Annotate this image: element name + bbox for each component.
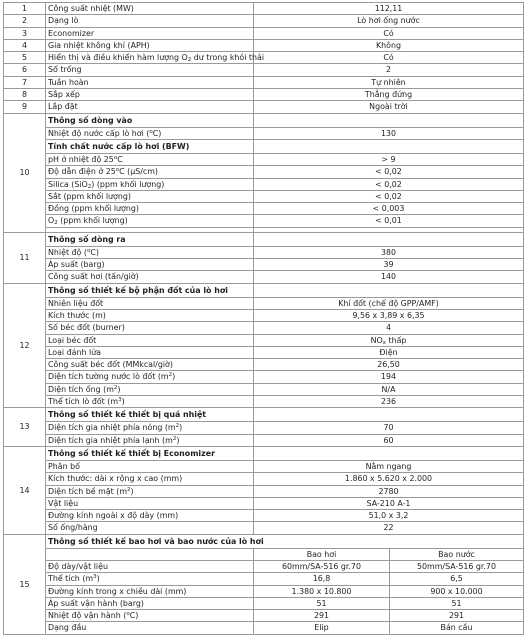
row-value: Lò hơi ống nước — [254, 15, 524, 27]
table-row — [4, 246, 524, 258]
row-number: 11 — [4, 232, 46, 283]
row-number: 6 — [4, 64, 46, 76]
row-label: Phân bố — [46, 460, 254, 472]
row-label: Diện tích ống $(m^2)$ — [46, 383, 254, 395]
row-value: Thẳng đứng — [254, 89, 524, 101]
table-row — [4, 166, 524, 178]
row-value: Có — [254, 27, 524, 39]
row-value: 6,5 — [390, 573, 524, 585]
row-label: Công suất hơi (tấn/giờ) — [46, 271, 254, 283]
row-value: 194 — [254, 371, 524, 383]
row-value: Điện — [254, 346, 524, 358]
section-header-inflow: Thông số dòng vào — [46, 113, 254, 127]
row-label: Hiển thị và điều khiển hàm lượng $O_2$ dư trong khói thải — [46, 52, 254, 64]
row-value: 60mm/SA-516 gr.70 — [254, 560, 390, 572]
row-label: Nhiệt độ nước cấp lò hơi ($^o$C) — [46, 127, 254, 139]
row-label: Diện tích tường nước lò đốt $(m^2)$ — [46, 371, 254, 383]
row-label: Công suất nhiệt (MW) — [46, 3, 254, 15]
row-label: Diện tích bề mặt $(m^2)$ — [46, 485, 254, 497]
boiler-spec-table — [3, 2, 524, 635]
row-value: SA-210 A-1 — [254, 497, 524, 509]
section-header-superheater: Thông số thiết kế thiết bị quá nhiệt — [46, 408, 254, 422]
table-row — [4, 359, 524, 371]
row-value: 140 — [254, 271, 524, 283]
row-label: Áp suất vận hành (barg) — [46, 597, 254, 609]
row-label: Loại đánh lửa — [46, 346, 254, 358]
row-value: < 0,003 — [254, 203, 524, 215]
empty-cell — [254, 232, 524, 246]
row-value: 51 — [254, 597, 390, 609]
empty-cell — [254, 446, 524, 460]
row-value: Không — [254, 39, 524, 51]
row-label: Kích thước (m) — [46, 309, 254, 321]
row-value: Tự nhiên — [254, 76, 524, 88]
table-row — [4, 408, 524, 422]
row-number: 4 — [4, 39, 46, 51]
column-header-steam-drum: Bao hơi — [254, 548, 390, 560]
row-label: Áp suất (barg) — [46, 259, 254, 271]
table-row — [4, 215, 524, 227]
row-label: Nhiệt độ ($^o$C) — [46, 246, 254, 258]
row-label: $O_2$ (ppm khối lượng) — [46, 215, 254, 227]
table-row — [4, 522, 524, 534]
empty-cell — [46, 548, 254, 560]
section-header-bfw: Tính chất nước cấp lò hơi (BFW) — [46, 139, 254, 153]
row-number: 3 — [4, 27, 46, 39]
table-row — [4, 64, 524, 76]
row-label: Thể tích lò đốt $(m^3)$ — [46, 396, 254, 408]
row-label: Kích thước: dài x rộng x cao (mm) — [46, 473, 254, 485]
row-label: Dạng lò — [46, 15, 254, 27]
table-row — [4, 309, 524, 321]
row-label: Số ống/hàng — [46, 522, 254, 534]
row-value: < 0,01 — [254, 215, 524, 227]
row-value: 236 — [254, 396, 524, 408]
row-label: Độ dày/vật liệu — [46, 560, 254, 572]
row-value: 1.860 x 5.620 x 2.000 — [254, 473, 524, 485]
row-label: Loại béc đốt — [46, 334, 254, 346]
table-row — [4, 434, 524, 446]
row-label: Đồng (ppm khối lượng) — [46, 203, 254, 215]
table-row — [4, 297, 524, 309]
row-number: 7 — [4, 76, 46, 88]
table-row — [4, 27, 524, 39]
table-row — [4, 89, 524, 101]
table-row — [4, 346, 524, 358]
table-row — [4, 271, 524, 283]
row-label: Nhiệt độ vận hành ($^o$C) — [46, 610, 254, 622]
row-label: Công suất béc đốt (MMkcal/giờ) — [46, 359, 254, 371]
table-row — [4, 396, 524, 408]
row-label: Đường kính trong x chiều dài (mm) — [46, 585, 254, 597]
table-row — [4, 283, 524, 297]
row-value: < 0,02 — [254, 190, 524, 202]
row-number: 8 — [4, 89, 46, 101]
row-value: 380 — [254, 246, 524, 258]
table-row — [4, 510, 524, 522]
row-value: 16,8 — [254, 573, 390, 585]
row-number: 9 — [4, 101, 46, 113]
row-value: 50mm/SA-516 gr.70 — [390, 560, 524, 572]
row-value: 60 — [254, 434, 524, 446]
table-row — [4, 497, 524, 509]
row-value: 2780 — [254, 485, 524, 497]
row-value: 112,11 — [254, 3, 524, 15]
spec-sheet — [3, 2, 523, 635]
table-row — [4, 548, 524, 560]
section-header-burner: Thông số thiết kế bộ phận đốt của lò hơi — [46, 283, 254, 297]
table-row — [4, 371, 524, 383]
row-label: Số béc đốt (burner) — [46, 322, 254, 334]
row-value: 26,50 — [254, 359, 524, 371]
row-value: Bán cầu — [390, 622, 524, 634]
row-label: Sắp xếp — [46, 89, 254, 101]
table-row — [4, 190, 524, 202]
row-label: Nhiên liệu đốt — [46, 297, 254, 309]
row-number: 2 — [4, 15, 46, 27]
table-row — [4, 15, 524, 27]
table-row — [4, 585, 524, 597]
row-value: 9,56 x 3,89 x 6,35 — [254, 309, 524, 321]
column-header-water-drum: Bao nước — [390, 548, 524, 560]
row-number: 14 — [4, 446, 46, 534]
table-row — [4, 334, 524, 346]
table-row — [4, 3, 524, 15]
row-number: 12 — [4, 283, 46, 408]
row-value: < 0,02 — [254, 178, 524, 190]
empty-cell — [254, 283, 524, 297]
row-value: Khí đốt (chế độ GPP/AMF) — [254, 297, 524, 309]
row-value: 291 — [254, 610, 390, 622]
table-row — [4, 101, 524, 113]
table-row — [4, 534, 524, 548]
row-number: 15 — [4, 534, 46, 634]
table-row — [4, 485, 524, 497]
row-number: 5 — [4, 52, 46, 64]
table-row — [4, 473, 524, 485]
row-label: Lắp đặt — [46, 101, 254, 113]
table-row — [4, 259, 524, 271]
table-row — [4, 232, 524, 246]
row-value: < 0,02 — [254, 166, 524, 178]
table-row — [4, 573, 524, 585]
row-label: Economizer — [46, 27, 254, 39]
row-value: 900 x 10.000 — [390, 585, 524, 597]
section-header-economizer: Thông số thiết kế thiết bị Economizer — [46, 446, 254, 460]
table-row — [4, 560, 524, 572]
table-row — [4, 178, 524, 190]
row-value: 130 — [254, 127, 524, 139]
row-value: 4 — [254, 322, 524, 334]
row-value: 2 — [254, 64, 524, 76]
row-label: Độ dẫn điện ở 25$^o$C (μS/cm) — [46, 166, 254, 178]
row-value: 22 — [254, 522, 524, 534]
table-row — [4, 383, 524, 395]
row-value: 291 — [390, 610, 524, 622]
row-number: 10 — [4, 113, 46, 232]
table-row — [4, 76, 524, 88]
empty-cell — [254, 408, 524, 422]
table-row — [4, 622, 524, 634]
row-label: Thể tích $(m^3)$ — [46, 573, 254, 585]
table-row — [4, 422, 524, 434]
row-value: Nằm ngang — [254, 460, 524, 472]
row-label: Diện tích gia nhiệt phía lạnh $(m^2)$ — [46, 434, 254, 446]
table-row — [4, 610, 524, 622]
row-number: 13 — [4, 408, 46, 447]
row-label: Silica (SiO$_2$) (ppm khối lượng) — [46, 178, 254, 190]
row-value: > 9 — [254, 153, 524, 165]
table-row — [4, 139, 524, 153]
row-value: N/A — [254, 383, 524, 395]
row-label: Dạng đầu — [46, 622, 254, 634]
table-row — [4, 52, 524, 64]
table-row — [4, 203, 524, 215]
row-value: 70 — [254, 422, 524, 434]
table-row — [4, 127, 524, 139]
row-label: Diện tích gia nhiệt phía nóng $(m^2)$ — [46, 422, 254, 434]
row-value: 51,0 x 3,2 — [254, 510, 524, 522]
row-label: Gia nhiệt không khí (APH) — [46, 39, 254, 51]
row-label: Sắt (ppm khối lượng) — [46, 190, 254, 202]
empty-cell — [254, 139, 524, 153]
table-row — [4, 322, 524, 334]
row-value: 39 — [254, 259, 524, 271]
table-row — [4, 113, 524, 127]
row-label: Số trống — [46, 64, 254, 76]
empty-cell — [254, 113, 524, 127]
row-value: 1.380 x 10.800 — [254, 585, 390, 597]
table-row — [4, 153, 524, 165]
row-label: Tuần hoàn — [46, 76, 254, 88]
table-row — [4, 460, 524, 472]
row-value: 51 — [390, 597, 524, 609]
section-header-outflow: Thông số dòng ra — [46, 232, 254, 246]
table-row — [4, 39, 524, 51]
row-number: 1 — [4, 3, 46, 15]
row-value: $NO_x$ thấp — [254, 334, 524, 346]
row-label: Vật liệu — [46, 497, 254, 509]
section-header-drums: Thông số thiết kế bao hơi và bao nước của lò hơi — [46, 534, 524, 548]
row-value: Có — [254, 52, 524, 64]
row-value: Ngoài trời — [254, 101, 524, 113]
row-label: Đường kính ngoài x độ dày (mm) — [46, 510, 254, 522]
row-label: pH ở nhiệt độ 25$^o$C — [46, 153, 254, 165]
table-row — [4, 446, 524, 460]
row-value: Elip — [254, 622, 390, 634]
table-row — [4, 597, 524, 609]
